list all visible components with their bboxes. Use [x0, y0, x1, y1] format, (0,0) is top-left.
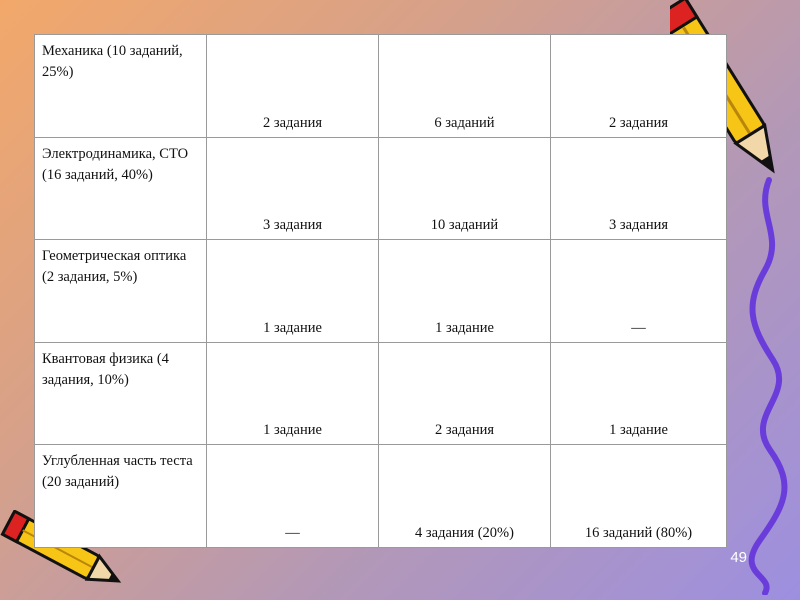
value-cell: 1 задание [379, 240, 551, 343]
topic-cell: Геометрическая оптика (2 задания, 5%) [35, 240, 207, 343]
table-row [35, 137, 727, 240]
topics-table [34, 34, 727, 548]
value-cell: 2 задания [379, 342, 551, 445]
value-cell: 2 задания [207, 35, 379, 138]
squiggle-line [725, 175, 800, 595]
value-cell: 16 заданий (80%) [551, 445, 727, 548]
value-cell: 1 задание [551, 342, 727, 445]
topic-cell: Электродинамика, СТО (16 заданий, 40%) [35, 137, 207, 240]
table-row [35, 35, 727, 138]
value-cell: 10 заданий [379, 137, 551, 240]
page-number: 49 [730, 549, 747, 566]
topic-cell: Квантовая физика (4 задания, 10%) [35, 342, 207, 445]
value-cell: 3 задания [551, 137, 727, 240]
value-cell: — [207, 445, 379, 548]
value-cell: 2 задания [551, 35, 727, 138]
topic-cell: Механика (10 заданий, 25%) [35, 35, 207, 138]
topic-cell: Углубленная часть теста (20 заданий) [35, 445, 207, 548]
value-cell: 3 задания [207, 137, 379, 240]
value-cell: 6 заданий [379, 35, 551, 138]
value-cell: — [551, 240, 727, 343]
table-row [35, 342, 727, 445]
value-cell: 1 задание [207, 342, 379, 445]
table-row [35, 445, 727, 548]
table-row [35, 240, 727, 343]
value-cell: 4 задания (20%) [379, 445, 551, 548]
value-cell: 1 задание [207, 240, 379, 343]
